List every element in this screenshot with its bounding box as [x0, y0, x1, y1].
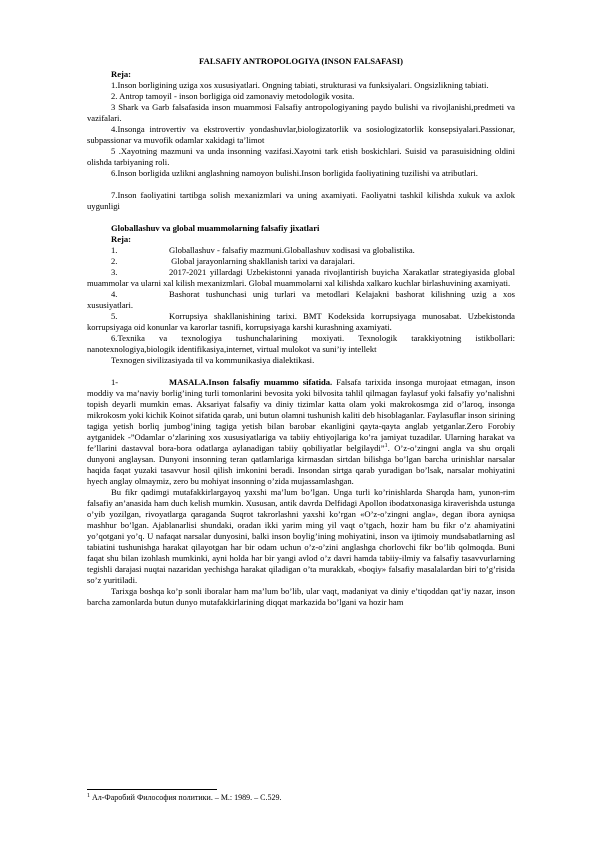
section-plan-item-1: 1. Globallashuv - falsafiy mazmuni.Globallashuv xodisasi va globalistika.	[111, 245, 415, 255]
section-plan-item-7: Texnogen sivilizasiyada til va kommunikasiya dialektikasi.	[111, 355, 315, 365]
plan-item-5: 5 .Xayotning mazmuni va unda insonning vazifasi.Xayotni tark etish boskichlari. Suisid va parasuisidning oldini olishda tarbiyaning roli.	[87, 146, 515, 167]
section-title: Globallashuv va global muammolarning falsafiy jixatlari	[111, 223, 320, 233]
document-title: FALSAFIY ANTROPOLOGIYA (INSON FALSAFASI)	[199, 56, 403, 66]
body-paragraph-2: Bu fikr qadimgi mutafakkirlargayoq yaxshi ma’lum bo’lgan. Unga turli ko’rinishlarda Sharqda ham, yunon-rim falsafiy an’anasida ham duch kelish mumkin. Xususan, antik davrda Delfidagi Apollon ibodatxonasiga kiraverishda ustunga o’yib yozilgan, rivoyatlarga qaraganda Suqrot takrorlashni yaxshi ko’rgan «O’z-o’zingni angla», degan ibora ayniqsa mashhur bo’lgan. Ajablanarlisi shundaki, oradan ikki yarim ming yil vaqt o’tgach, hozir ham bu fikr o’z ahamiyatini yo’qotgani yo’q. U nafaqat narsalar dunyosini, balki inson boylig’ining mohiyatini, inson va ijtimoiy mundsabatlarning asl tabiatini tushunishga harakat qilayotgan har bir odam uchun o’z-o’zini anglashga chorlovchi fikr bo’lib qolmoqda. Buni faqat shu bilan izohlash mumkinki, ayni holda har bir yangi avlod o’z davri hamda tabiiy-ilmiy va falsafiy tasavvurlarning tegishli darajasi nuqtai nazaridan yechishga harakat qiladigan o’ta murakkab, «boqiy» falsafiy masalalardan biri to’g’risida so’z yuritiladi.	[87, 487, 515, 585]
body-paragraph-3: Tarixga boshqa ko’p sonli iboralar ham ma’lum bo’lib, ular vaqt, madaniyat va diniy e’tiqoddan qat’iy nazar, inson barcha zamonlarda butun dunyo mutafakkirlarining diqqat markazida bo’lgani va hozir ham	[87, 586, 515, 607]
masala-title: MASALA.Inson falsafiy muammo sifatida.	[169, 377, 333, 387]
plan-heading: Reja:	[111, 69, 132, 79]
section-plan-item-2: 2. Global jarayonlarning shakllanish tarixi va darajalari.	[111, 256, 355, 266]
footnote	[87, 793, 282, 803]
footnote-divider	[87, 789, 217, 790]
plan-item-6: 6.Inson borligida uzlikni anglashning namoyon bulishi.Inson borligida faoliyatining tuzilishi va atributlari.	[111, 168, 478, 178]
footnote-text: Ал-Фаробий Философия политики. – М.: 1989. – С.529.	[90, 793, 282, 802]
section-plan-item-5: 5. Korrupsiya shakllanishining tarixi. BMT Kodeksida korrupsiyaga munosabat. Uzbekistonda korrupsiyaga oid konunlar va karorlar tasnifi, korrupsiyaga karshi kurashning axamiyati.	[87, 311, 515, 332]
plan-item-3: 3 Shark va Garb falsafasida inson muammosi Falsafiy antropologiyaning paydo bulishi va rivojlanishi,predmeti va vazifalari.	[87, 102, 515, 123]
plan-item-4: 4.Insonga introvertiv va ekstrovertiv yondashuvlar,biologizatorlik va sosiologizatorlik konsepsiyalari.Passionar, subpassionar va muvofik odamlar xakidagi ta’limot	[87, 124, 515, 145]
section-plan-item-3: 3. 2017-2021 yillardagi Uzbekistonni yanada rivojlantirish buyicha Xarakatlar strategiyasida global muammolar va ularni xal kilish mexanizmlari. Global muammolarni xal kilishda xalkaro kuchlar birlashuvining axamiyati.	[87, 267, 515, 288]
masala-number: 1-	[111, 377, 119, 387]
body-paragraph-1: 1- MASALA.Inson falsafiy muammo sifatida. Falsafa tarixida insonga murojaat etmagan, inson moddiy va ma’naviy borlig’ining turli tomonlarini bevosita yoki bilvosita tahlil qilmagan faylasuf yoki falsafiy yo’nalishni topish deyarli mumkin emas. Aksariyat falsafiy va diniy tizimlar katta olam yoki makrokosmga zid o’laroq, insonga mikrokosm yoki kichik Koinot sifatida qarab, uni butun olamni tushunish kaliti deb hisoblaganlar. Faylasuflar inson sirining tagiga yetish borliq jumbog’ining tagiga yetish bilan barobar ekanligini qayta-qayta anglab yetganlar.Zero Forobiy aytganidek -”Odamlar o’zlarining xos xususiyatlariga va tabiiy ehtiyojlariga ko’ra jamiyat tuzadilar. Ularning harakat va fe’llarini dastavval bora-bora odatlarga aylanadigan tabiiy qobiliyatlar belgilaydi”$^1$. O’z-o’zingni angla va shu orqali dunyoni anglaysan. Dunyoni insonning teran qatlamlariga kirmasdan sirtdan bilishga bo’lgan barcha urinishlar narsalar haqida faqat yuzaki tasavvur hosil qilish imkonini beradi. Insondan sirtga qarab yuradigan bo’lsak, narsalar mohiyatini hyech anglay olmaymiz, zero bu mohiyat insonning o’zida mujassamlashgan.	[87, 377, 516, 486]
plan-item-1: 1.Inson borligining uziga xos xususiyatlari. Ongning tabiati, strukturasi va funksiyalari. Ongsizlikning tabiati.	[111, 80, 489, 90]
section-plan-heading: Reja:	[111, 234, 132, 244]
footnote-reference: 1	[384, 443, 388, 449]
section-plan-item-6: 6.Texnika va texnologiya tushunchalarining moxiyati. Texnologik tarakkiyotning istikbollari: nanotexnologiya,biologik identifikasiya,internet, virtual mulokot va suni’iy intellekt	[87, 333, 515, 354]
plan-item-7: 7.Inson faoliyatini tartibga solish mexanizmlari va uning axamiyati. Faoliyatni tashkil kilishda xukuk va axlok uygunligi	[87, 190, 515, 211]
section-plan-item-4: 4. Bashorat tushunchasi unig turlari va metodlari Kelajakni bashorat kilishning uzig a xos xususiyatlari.	[87, 289, 515, 310]
document-page	[87, 56, 515, 608]
plan-item-2: 2. Antrop tamoyil - inson borligiga oid zamonaviy metodologik vosita.	[111, 91, 355, 101]
footnote-mark: 1	[87, 793, 90, 799]
